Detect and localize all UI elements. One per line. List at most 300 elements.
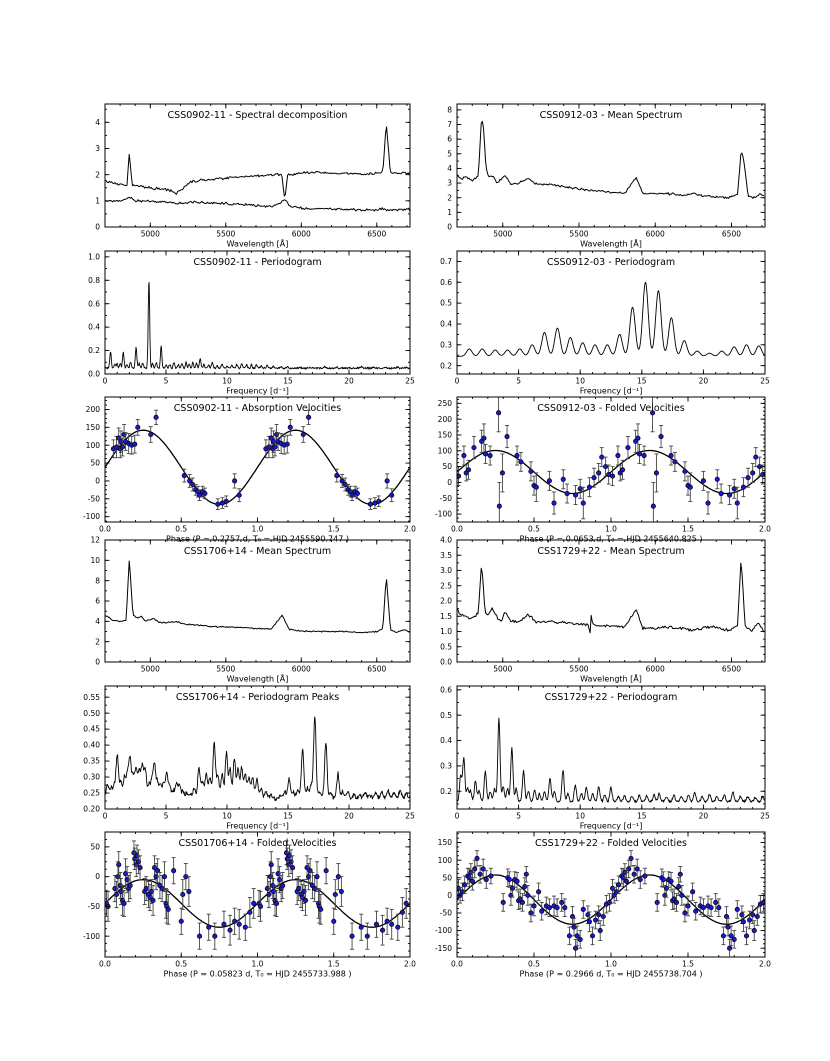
velocity-point xyxy=(377,499,381,503)
velocity-point xyxy=(207,925,211,929)
velocity-point xyxy=(315,874,319,878)
chart-css1706p14-periodogram-peaks xyxy=(53,674,424,839)
x-tick-label: 0.5 xyxy=(528,524,540,534)
chart-css01706p14-folded-velocities xyxy=(53,820,424,987)
velocity-point xyxy=(690,890,694,894)
velocity-point xyxy=(654,471,658,475)
y-tick-label: 1.5 xyxy=(440,611,452,621)
panel-title: CSS1706+14 - Mean Spectrum xyxy=(183,546,332,557)
velocity-point xyxy=(339,889,343,893)
velocity-point xyxy=(563,906,567,910)
plot-area xyxy=(457,121,764,198)
velocity-point xyxy=(319,907,323,911)
velocity-point xyxy=(706,501,710,505)
velocity-point xyxy=(333,892,337,896)
chart-css1729p22-periodogram xyxy=(405,674,779,839)
velocity-point xyxy=(390,493,394,497)
velocity-point xyxy=(741,485,745,489)
y-tick-label: 0.2 xyxy=(440,361,452,371)
velocity-point xyxy=(462,453,466,457)
velocity-point xyxy=(727,946,731,950)
velocity-point xyxy=(473,867,477,871)
y-tick-label: 1 xyxy=(95,196,100,206)
velocity-point xyxy=(162,874,166,878)
velocity-point xyxy=(144,886,148,890)
y-tick-label: 0 xyxy=(447,890,452,900)
x-tick-label: 5500 xyxy=(216,229,236,239)
y-tick-label: 0.5 xyxy=(440,642,452,652)
x-tick-label: 0.0 xyxy=(451,524,463,534)
velocity-point xyxy=(524,872,528,876)
y-tick-label: 0.3 xyxy=(440,761,452,771)
y-tick-label: -100 xyxy=(82,512,100,522)
velocity-point xyxy=(312,886,316,890)
y-tick-label: 0.55 xyxy=(83,692,100,702)
velocity-point xyxy=(365,934,369,938)
x-tick-label: 2.0 xyxy=(404,524,416,534)
plot-area xyxy=(456,851,765,957)
y-tick-label: -150 xyxy=(434,943,452,953)
plot-area xyxy=(105,717,410,801)
velocity-point xyxy=(133,442,137,446)
axes-box xyxy=(457,251,765,374)
panel-css0912-03-folded-velocities xyxy=(405,385,779,552)
data-points xyxy=(111,410,394,509)
x-tick-label: 6500 xyxy=(367,664,387,674)
velocity-point xyxy=(540,909,544,913)
x-tick-label: 0.5 xyxy=(175,524,188,534)
velocity-point xyxy=(324,868,328,872)
y-tick-label: -100 xyxy=(82,931,100,941)
y-tick-label: 1.0 xyxy=(440,627,452,637)
velocity-point xyxy=(659,434,663,438)
y-tick-label: 200 xyxy=(85,405,100,415)
y-tick-label: 0.2 xyxy=(88,346,100,356)
x-tick-label: 0.0 xyxy=(99,959,111,969)
y-tick-label: 8 xyxy=(95,576,100,586)
data-points xyxy=(104,841,408,949)
velocity-point xyxy=(600,455,604,459)
y-tick-label: 5 xyxy=(447,149,452,159)
y-tick-label: 10 xyxy=(90,555,100,565)
x-tick-label: 0.0 xyxy=(451,959,463,969)
x-tick-label: 5 xyxy=(516,811,521,821)
velocity-point xyxy=(601,914,605,918)
x-tick-label: 15 xyxy=(637,376,647,386)
panel-title: CSS0902-11 - Periodogram xyxy=(193,257,322,268)
y-tick-label: 50 xyxy=(442,462,452,472)
ticks xyxy=(457,540,765,662)
y-tick-label: 0.4 xyxy=(88,322,100,332)
x-axis-label: Phase (P = 0.2757 d, T₀ = HJD 2455590.747 ) xyxy=(166,534,349,544)
x-axis-label: Wavelength [Å] xyxy=(226,239,289,249)
panel-css0902-11-periodogram xyxy=(53,239,424,404)
velocity-point xyxy=(396,925,400,929)
velocity-point xyxy=(222,922,226,926)
x-tick-label: 5500 xyxy=(216,664,236,674)
velocity-point xyxy=(216,502,220,506)
velocity-point xyxy=(573,493,577,497)
velocity-point xyxy=(285,442,289,446)
velocity-point xyxy=(114,892,118,896)
velocity-point xyxy=(197,934,201,938)
velocity-point xyxy=(688,485,692,489)
velocity-point xyxy=(475,856,479,860)
velocity-point xyxy=(160,886,164,890)
x-tick-label: 10 xyxy=(575,376,585,386)
ticks xyxy=(457,251,765,374)
y-tick-label: 4 xyxy=(95,616,100,626)
velocity-point xyxy=(552,501,556,505)
x-tick-label: 25 xyxy=(405,811,415,821)
y-tick-label: 100 xyxy=(437,855,452,865)
y-tick-label: 0.5 xyxy=(440,298,452,308)
velocity-point xyxy=(466,468,470,472)
y-tick-label: 0.30 xyxy=(83,772,100,782)
velocity-point xyxy=(482,436,486,440)
chart-css0912-03-folded-velocities xyxy=(405,385,779,552)
velocity-point xyxy=(717,906,721,910)
panel-css0912-03-mean-spectrum xyxy=(405,92,779,257)
x-tick-label: 10 xyxy=(222,811,232,821)
velocity-point xyxy=(273,445,277,449)
ticks xyxy=(457,686,765,809)
velocity-point xyxy=(637,452,641,456)
x-tick-label: 20 xyxy=(698,811,709,821)
y-tick-label: -50 xyxy=(87,902,100,912)
velocity-point xyxy=(187,889,191,893)
velocity-point xyxy=(515,879,519,883)
velocity-point xyxy=(171,868,175,872)
y-tick-label: 0.6 xyxy=(440,685,452,695)
panel-css1729p22-periodogram xyxy=(405,674,779,839)
velocity-point xyxy=(598,928,602,932)
velocity-point xyxy=(224,499,228,503)
y-tick-label: -50 xyxy=(439,493,452,503)
y-tick-label: 150 xyxy=(85,422,100,432)
x-tick-label: 1.0 xyxy=(605,524,617,534)
x-tick-label: 6500 xyxy=(367,229,387,239)
x-tick-label: 2.0 xyxy=(404,959,416,969)
panel-title: CSS0912-03 - Folded Velocities xyxy=(537,403,685,414)
y-tick-label: 4 xyxy=(95,117,100,127)
velocity-point xyxy=(274,901,278,905)
x-tick-label: 15 xyxy=(637,811,647,821)
velocity-point xyxy=(655,900,659,904)
velocity-point xyxy=(136,425,140,429)
velocity-point xyxy=(151,898,155,902)
velocity-point xyxy=(727,493,731,497)
velocity-point xyxy=(592,475,596,479)
y-tick-label: 50 xyxy=(90,458,100,468)
velocity-point xyxy=(290,866,294,870)
velocity-point xyxy=(237,922,241,926)
velocity-point xyxy=(332,919,336,923)
y-tick-label: 0.5 xyxy=(440,710,452,720)
chart-css1729p22-mean-spectrum xyxy=(405,528,779,695)
y-tick-label: 1.0 xyxy=(88,252,100,262)
data-points xyxy=(456,851,765,957)
x-tick-label: 1.0 xyxy=(251,959,264,969)
y-tick-label: 0.7 xyxy=(440,257,452,267)
velocity-point xyxy=(385,479,389,483)
velocity-point xyxy=(587,485,591,489)
x-tick-label: 0 xyxy=(454,811,460,821)
velocity-point xyxy=(669,453,673,457)
panel-css1706p14-mean-spectrum xyxy=(53,528,424,692)
panel-title: CSS1729+22 - Periodogram xyxy=(544,692,678,703)
x-tick-label: 1.5 xyxy=(682,524,694,534)
velocity-point xyxy=(478,872,482,876)
velocity-point xyxy=(620,468,624,472)
axes-box xyxy=(457,104,765,227)
velocity-point xyxy=(232,919,236,923)
x-tick-label: 5000 xyxy=(140,229,160,239)
velocity-point xyxy=(526,893,530,897)
velocity-point xyxy=(505,434,509,438)
y-tick-label: 0.2 xyxy=(440,786,452,796)
x-tick-label: 1.0 xyxy=(605,959,617,969)
velocity-point xyxy=(303,898,307,902)
velocity-point xyxy=(288,425,292,429)
y-tick-label: -50 xyxy=(439,908,452,918)
velocity-point xyxy=(590,934,594,938)
y-tick-label: 6 xyxy=(95,596,100,606)
velocity-point xyxy=(501,900,505,904)
velocity-point xyxy=(669,879,673,883)
velocity-point xyxy=(560,900,564,904)
x-tick-label: 20 xyxy=(344,811,354,821)
velocity-point xyxy=(390,922,394,926)
velocity-point xyxy=(296,886,300,890)
y-tick-label: 0.4 xyxy=(440,736,452,746)
x-tick-label: 5000 xyxy=(493,229,513,239)
velocity-point xyxy=(636,436,640,440)
ticks xyxy=(457,397,765,522)
y-tick-label: 0.25 xyxy=(83,788,100,798)
y-tick-label: 3 xyxy=(95,144,100,154)
panel-title: CSS1706+14 - Periodogram Peaks xyxy=(175,692,340,703)
ticks xyxy=(105,686,410,809)
velocity-point xyxy=(280,883,284,887)
y-tick-label: 0 xyxy=(447,478,452,488)
x-tick-label: 20 xyxy=(344,376,354,386)
x-tick-label: 1.5 xyxy=(327,959,340,969)
velocity-point xyxy=(515,453,519,457)
velocity-point xyxy=(228,928,232,932)
velocity-point xyxy=(483,452,487,456)
y-tick-label: 3.0 xyxy=(440,566,452,576)
velocity-point xyxy=(596,913,600,917)
velocity-point xyxy=(519,460,523,464)
data-points xyxy=(456,394,765,530)
y-tick-label: 0.40 xyxy=(83,740,100,750)
y-tick-label: 0.4 xyxy=(440,319,452,329)
velocity-point xyxy=(701,906,705,910)
velocity-point xyxy=(122,901,126,905)
x-tick-label: 0.5 xyxy=(528,959,540,969)
velocity-point xyxy=(714,900,718,904)
plot-area xyxy=(105,410,410,509)
velocity-point xyxy=(166,907,170,911)
velocity-point xyxy=(741,920,745,924)
x-axis-label: Phase (P = 0.05823 d, T₀ = HJD 2455733.988 ) xyxy=(163,969,352,979)
ticks xyxy=(457,104,765,227)
velocity-point xyxy=(488,453,492,457)
axes-box xyxy=(105,686,410,809)
velocity-point xyxy=(629,856,633,860)
x-tick-label: 1.5 xyxy=(327,524,340,534)
velocity-point xyxy=(683,469,687,473)
y-tick-label: 4 xyxy=(447,164,452,174)
x-tick-label: 0.5 xyxy=(175,959,188,969)
velocity-point xyxy=(547,906,551,910)
y-tick-label: 0.6 xyxy=(440,277,452,287)
y-tick-label: 0.0 xyxy=(440,657,452,667)
x-tick-label: 25 xyxy=(760,811,770,821)
y-tick-label: 2.5 xyxy=(440,581,452,591)
velocity-point xyxy=(380,928,384,932)
velocity-point xyxy=(744,934,748,938)
velocity-point xyxy=(182,473,186,477)
x-tick-label: 25 xyxy=(760,376,770,386)
x-axis-label: Frequency [d⁻¹] xyxy=(226,386,289,396)
velocity-point xyxy=(510,886,514,890)
panel-title: CSS01706+14 - Folded Velocities xyxy=(178,838,337,849)
y-tick-label: 0.8 xyxy=(88,275,100,285)
velocity-point xyxy=(269,863,273,867)
velocity-point xyxy=(385,919,389,923)
y-tick-label: 4.0 xyxy=(440,535,452,545)
x-tick-label: 1.5 xyxy=(682,959,694,969)
plot-area xyxy=(457,563,764,633)
x-tick-label: 20 xyxy=(698,376,709,386)
velocity-point xyxy=(626,445,630,449)
velocity-point xyxy=(536,890,540,894)
velocity-point xyxy=(138,866,142,870)
velocity-point xyxy=(472,445,476,449)
velocity-point xyxy=(500,471,504,475)
y-tick-label: 1 xyxy=(447,207,452,217)
x-tick-label: 6500 xyxy=(721,664,742,674)
x-axis-label: Frequency [d⁻¹] xyxy=(579,386,643,396)
velocity-point xyxy=(581,501,585,505)
velocity-point xyxy=(721,934,725,938)
x-tick-label: 5 xyxy=(163,376,169,386)
velocity-point xyxy=(301,432,305,436)
x-tick-label: 6000 xyxy=(645,229,665,239)
velocity-point xyxy=(750,913,754,917)
velocity-point xyxy=(232,479,236,483)
x-tick-label: 0 xyxy=(454,376,460,386)
velocity-point xyxy=(523,884,527,888)
panel-css1729p22-folded-velocities xyxy=(405,820,779,987)
velocity-point xyxy=(374,922,378,926)
velocity-point xyxy=(120,445,124,449)
velocity-point xyxy=(243,925,247,929)
velocity-point xyxy=(754,455,758,459)
panel-css01706p14-folded-velocities xyxy=(53,820,424,987)
y-tick-label: 0 xyxy=(95,222,100,232)
velocity-point xyxy=(350,934,354,938)
x-tick-label: 6500 xyxy=(721,229,742,239)
velocity-point xyxy=(248,910,252,914)
y-tick-label: -100 xyxy=(434,509,452,519)
velocity-point xyxy=(726,925,730,929)
velocity-point xyxy=(251,901,255,905)
panel-title: CSS1729+22 - Mean Spectrum xyxy=(537,546,685,557)
x-tick-label: 15 xyxy=(283,376,293,386)
velocity-point xyxy=(642,453,646,457)
velocity-point xyxy=(547,479,551,483)
x-tick-label: 5500 xyxy=(569,664,589,674)
y-tick-label: 2 xyxy=(95,637,100,647)
x-tick-label: 5 xyxy=(163,811,169,821)
velocity-point xyxy=(616,453,620,457)
x-tick-label: 0.0 xyxy=(99,524,111,534)
velocity-point xyxy=(677,884,681,888)
x-tick-label: 5000 xyxy=(493,664,513,674)
y-tick-label: 50 xyxy=(442,873,452,883)
velocity-point xyxy=(359,925,363,929)
plot-area xyxy=(457,718,765,803)
velocity-point xyxy=(520,900,524,904)
velocity-point xyxy=(673,460,677,464)
y-tick-label: 3.5 xyxy=(440,550,452,560)
y-tick-label: 0 xyxy=(95,872,100,882)
y-tick-label: 2 xyxy=(95,170,100,180)
x-tick-label: 2.0 xyxy=(759,524,771,534)
velocity-point xyxy=(624,879,628,883)
ticks xyxy=(105,104,410,227)
velocity-point xyxy=(747,918,751,922)
velocity-point xyxy=(593,918,597,922)
velocity-point xyxy=(355,491,359,495)
velocity-point xyxy=(607,900,611,904)
x-tick-label: 5000 xyxy=(140,664,160,674)
x-tick-label: 10 xyxy=(222,376,232,386)
plot-area xyxy=(105,283,410,370)
plot-area xyxy=(457,282,765,356)
chart-css1729p22-folded-velocities xyxy=(405,820,779,987)
velocity-point xyxy=(555,906,559,910)
y-tick-label: 50 xyxy=(90,842,100,852)
velocity-point xyxy=(719,491,723,495)
y-tick-label: 150 xyxy=(437,838,452,848)
panel-css0902-11-absorption-velocities xyxy=(53,385,424,552)
x-tick-label: 25 xyxy=(405,376,415,386)
chart-css0912-03-mean-spectrum xyxy=(405,92,779,257)
velocity-point xyxy=(561,477,565,481)
y-tick-label: 0.50 xyxy=(83,708,100,718)
x-axis-label: Wavelength [Å] xyxy=(580,239,642,249)
velocity-point xyxy=(750,471,754,475)
velocity-point xyxy=(179,919,183,923)
velocity-point xyxy=(596,471,600,475)
velocity-point xyxy=(686,904,690,908)
velocity-point xyxy=(335,473,339,477)
velocity-point xyxy=(651,504,655,508)
x-axis-label: Frequency [d⁻¹] xyxy=(226,821,289,831)
velocity-point xyxy=(581,907,585,911)
y-tick-label: 0.20 xyxy=(83,804,100,814)
y-tick-label: -100 xyxy=(434,926,452,936)
chart-css1706p14-mean-spectrum xyxy=(53,528,424,692)
velocity-point xyxy=(154,415,158,419)
y-tick-label: 0 xyxy=(447,222,452,232)
x-axis-label: Phase (P = 0.0653 d, T₀ = HJD 2455640.825 ) xyxy=(519,534,703,544)
velocity-point xyxy=(746,475,750,479)
